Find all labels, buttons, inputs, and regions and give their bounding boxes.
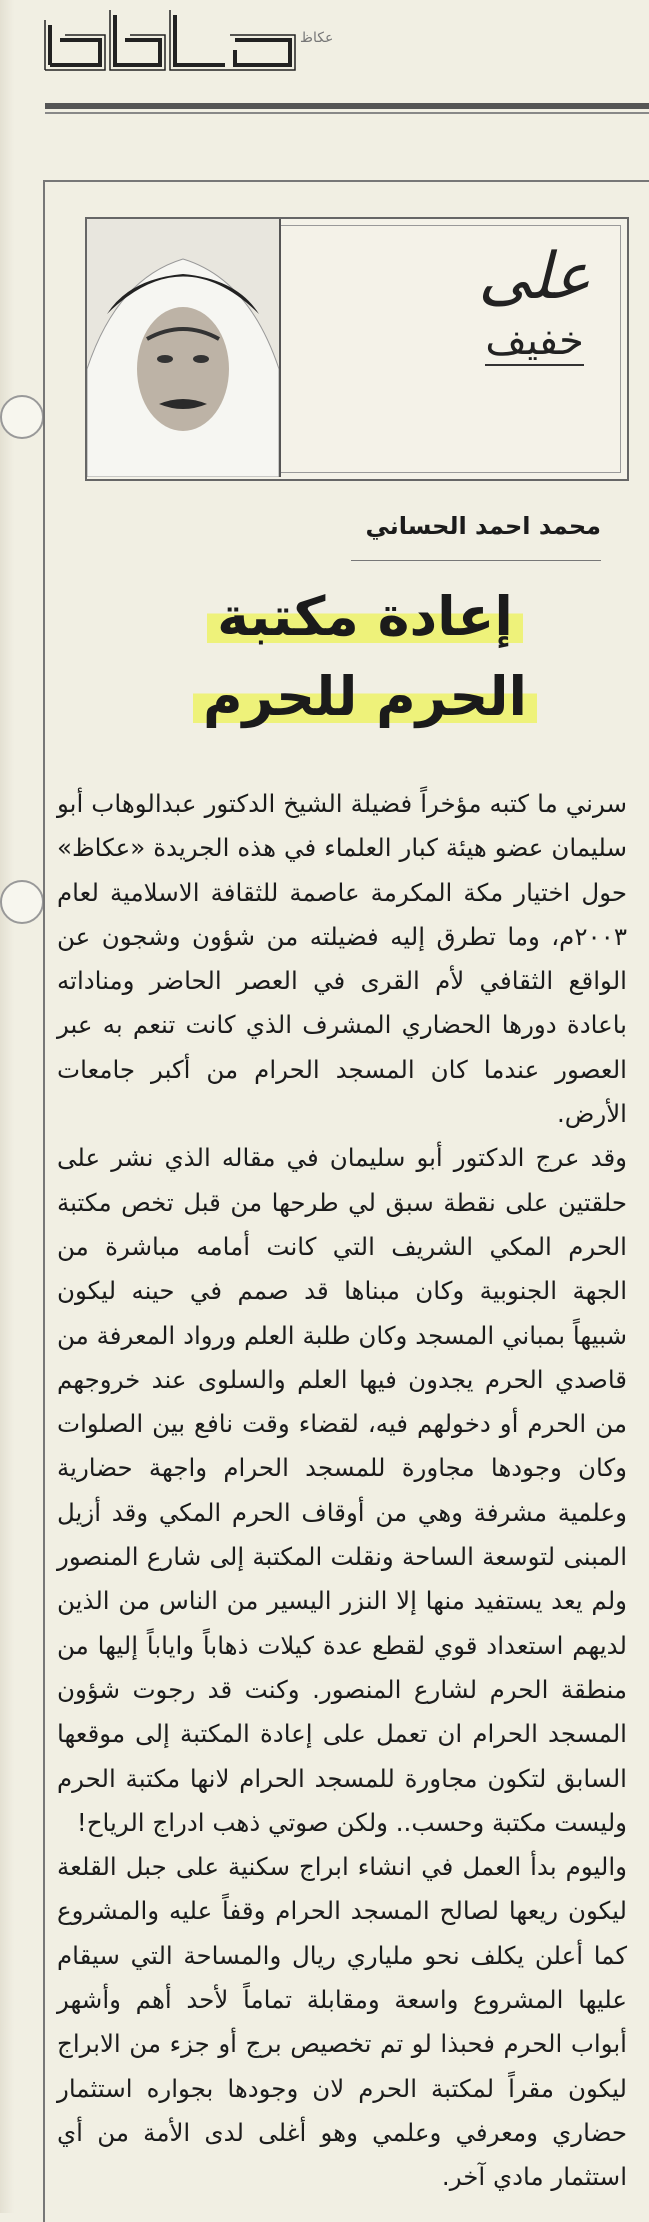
column-title (478, 242, 591, 366)
column-title-line2: خفيف (485, 318, 584, 364)
author-portrait-icon (87, 219, 279, 477)
author-name: محمد احمد الحساني (365, 512, 601, 540)
column-title-line1: على (478, 240, 591, 314)
masthead-rule-thin (45, 112, 649, 114)
author-rule (351, 560, 601, 561)
masthead (0, 0, 649, 110)
masthead-logo-text: عكاظ (300, 30, 334, 46)
article (43, 180, 649, 2222)
author-photo (87, 219, 281, 477)
binder-hole (0, 395, 44, 439)
okaz-logo-icon (40, 5, 310, 95)
masthead-rule (45, 103, 649, 109)
article-body (57, 782, 627, 2200)
headline-line2: الحرم للحرم (193, 665, 537, 728)
paragraph: سرني ما كتبه مؤخراً فضيلة الشيخ الدكتور عبدالوهاب أبو سليمان عضو هيئة كبار العلماء في هذه الجريدة «عكاظ» حول اختيار مكة المكرمة عاصمة للثقافة الاسلامية لعام ٢٠٠٣م، وما تطرق إليه فضيلته من شؤون وشجون عن الواقع الثقافي لأم القرى في العصر الحاضر ومناداته باعادة دورها الحضاري المشرف الذي كانت تنعم به عبر العصور عندما كان المسجد الحرام من أكبر جامعات الأرض. (57, 789, 627, 1129)
binder-hole (0, 880, 44, 924)
headline-line1: إعادة مكتبة (207, 585, 523, 648)
paragraph: واليوم بدأ العمل في انشاء ابراج سكنية على جبل القلعة ليكون ريعها لصالح المسجد الحرام وقفاً عليه والمشروع كما أعلن يكلف نحو ملياري ريال والمساحة التي سيقام عليها المشروع واسعة ومقابلة تماماً لأحد أهم وأشهر أبواب الحرم فحبذا لو تم تخصيص برج أو جزء من الابراج ليكون مقراً لمكتبة الحرم لان وجودها بجواره استثمار حضاري ومعرفي وعلمي وهو أغلى لدى الأمة من أي استثمار مادي آخر. (57, 1852, 627, 2192)
page-edge (0, 0, 14, 2213)
headline (125, 577, 605, 737)
paragraph: وقد عرج الدكتور أبو سليمان في مقاله الذي نشر على حلقتين على نقطة سبق لي طرحها من قبل تخص مكتبة الحرم المكي الشريف التي كانت أمامه مباشرة من الجهة الجنوبية وكان مبناها قد صمم في حينه ليكون شبيهاً بمباني المسجد وكان طلبة العلم ورواد المعرفة من قاصدي الحرم يجدون فيها العلم والسلوى عند خروجهم من الحرم أو دخولهم فيه، لقضاء وقت نافع بين الصلوات وكان وجودها مجاورة للمسجد الحرام واجهة حضارية وعلمية مشرفة وهي من أوقاف الحرم المكي وقد أزيل المبنى لتوسعة الساحة ونقلت المكتبة إلى شارع المنصور ولم يعد يستفيد منها إلا النزر اليسير من الناس من الذين لديهم استعداد قوي لقطع عدة كيلات ذهاباً واياباً إليها من منطقة الحرم لشارع المنصور. وكنت قد رجوت شؤون المسجد الحرام ان تعمل على إعادة المكتبة إلى موقعها السابق لتكون مجاورة للمسجد الحرام لانها مكتبة الحرم وليست مكتبة وحسب.. ولكن صوتي ذهب ادراج الرياح! (57, 1143, 627, 1837)
